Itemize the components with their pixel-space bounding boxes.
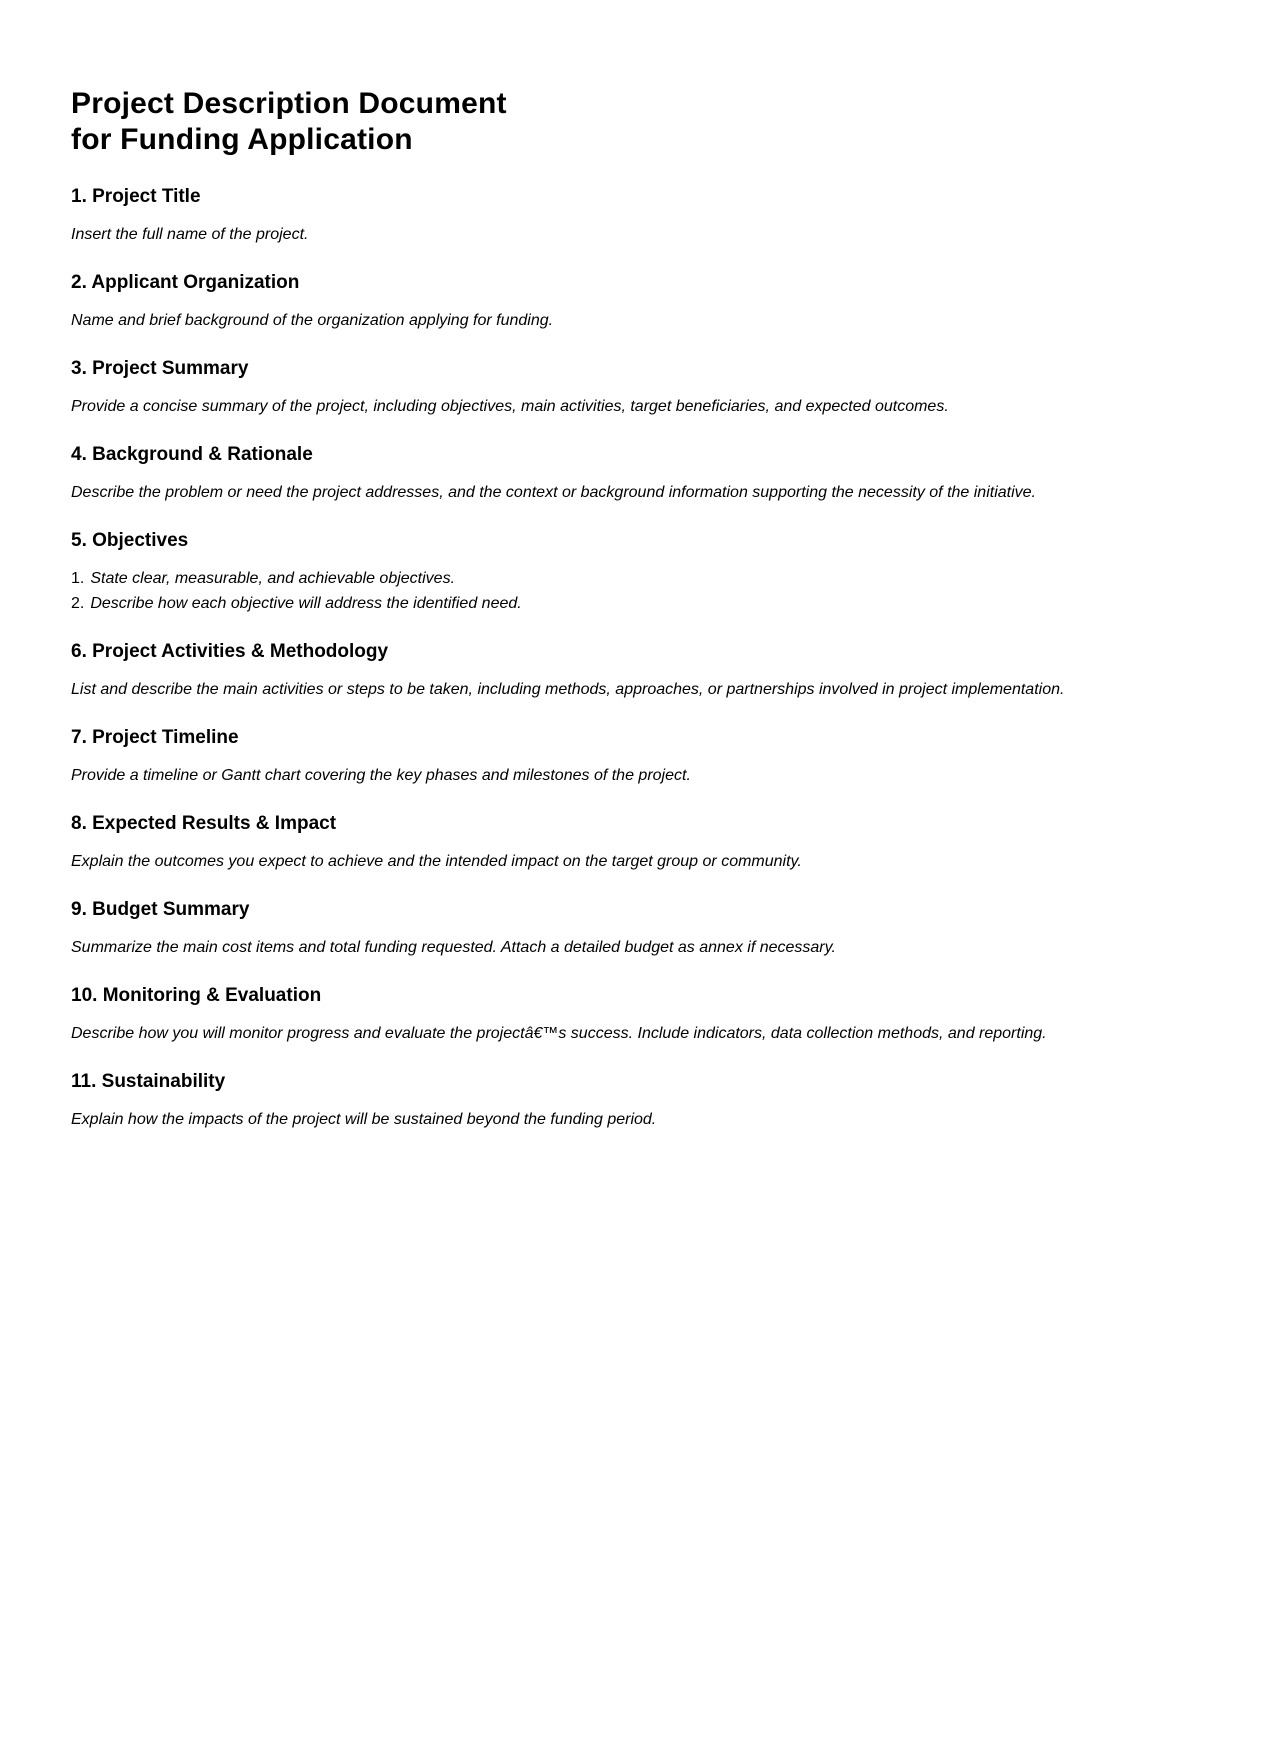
list-item-marker: 2. (71, 595, 85, 612)
section-description: Summarize the main cost items and total funding requested. Attach a detailed budget as annex if necessary. (71, 939, 836, 956)
section-heading: 10. Monitoring & Evaluation (71, 985, 322, 1006)
document-section (71, 530, 1190, 613)
section-heading: 1. Project Title (71, 186, 201, 207)
document-section (71, 444, 1190, 502)
section-description: Provide a timeline or Gantt chart covering the key phases and milestones of the project. (71, 767, 691, 784)
section-heading: 11. Sustainability (71, 1071, 226, 1092)
section-heading: 9. Budget Summary (71, 899, 250, 920)
document-title (71, 86, 1190, 158)
section-heading: 7. Project Timeline (71, 727, 239, 748)
list-item (71, 570, 1190, 588)
document-section (71, 985, 1190, 1043)
document-sections (71, 186, 1190, 1129)
section-description: List and describe the main activities or steps to be taken, including methods, approaches, or partnerships involved in project implementation. (71, 681, 1065, 698)
section-heading: 3. Project Summary (71, 358, 249, 379)
document-section (71, 813, 1190, 871)
list-item-text: Describe how each objective will address the identified need. (90, 595, 522, 612)
list-item-text: State clear, measurable, and achievable objectives. (90, 570, 456, 587)
section-description: Name and brief background of the organization applying for funding. (71, 312, 554, 329)
document-section (71, 272, 1190, 330)
document-section (71, 727, 1190, 785)
document-section (71, 641, 1190, 699)
document-title-line-2: for Funding Application (71, 123, 413, 156)
document-section (71, 899, 1190, 957)
section-heading: 2. Applicant Organization (71, 272, 300, 293)
section-description: Describe the problem or need the project addresses, and the context or background information supporting the necessity of the initiative. (71, 484, 1036, 501)
section-heading: 4. Background & Rationale (71, 444, 313, 465)
section-description: Insert the full name of the project. (71, 226, 309, 243)
section-heading: 6. Project Activities & Methodology (71, 641, 389, 662)
section-description: Provide a concise summary of the project, including objectives, main activities, target beneficiaries, and expected outcomes. (71, 398, 949, 415)
document-section (71, 1071, 1190, 1129)
section-description: Explain how the impacts of the project will be sustained beyond the funding period. (71, 1111, 657, 1128)
list-item-marker: 1. (71, 570, 85, 587)
section-heading: 8. Expected Results & Impact (71, 813, 337, 834)
section-heading: 5. Objectives (71, 530, 189, 551)
list-item (71, 595, 1190, 613)
document-section (71, 186, 1190, 244)
document-section (71, 358, 1190, 416)
document-title-line-1: Project Description Document (71, 87, 507, 120)
section-list (71, 570, 1190, 613)
section-description: Describe how you will monitor progress and evaluate the projectâ€™s success. Include indicators, data collection methods, and reporting. (71, 1025, 1047, 1042)
section-description: Explain the outcomes you expect to achieve and the intended impact on the target group or community. (71, 853, 802, 870)
